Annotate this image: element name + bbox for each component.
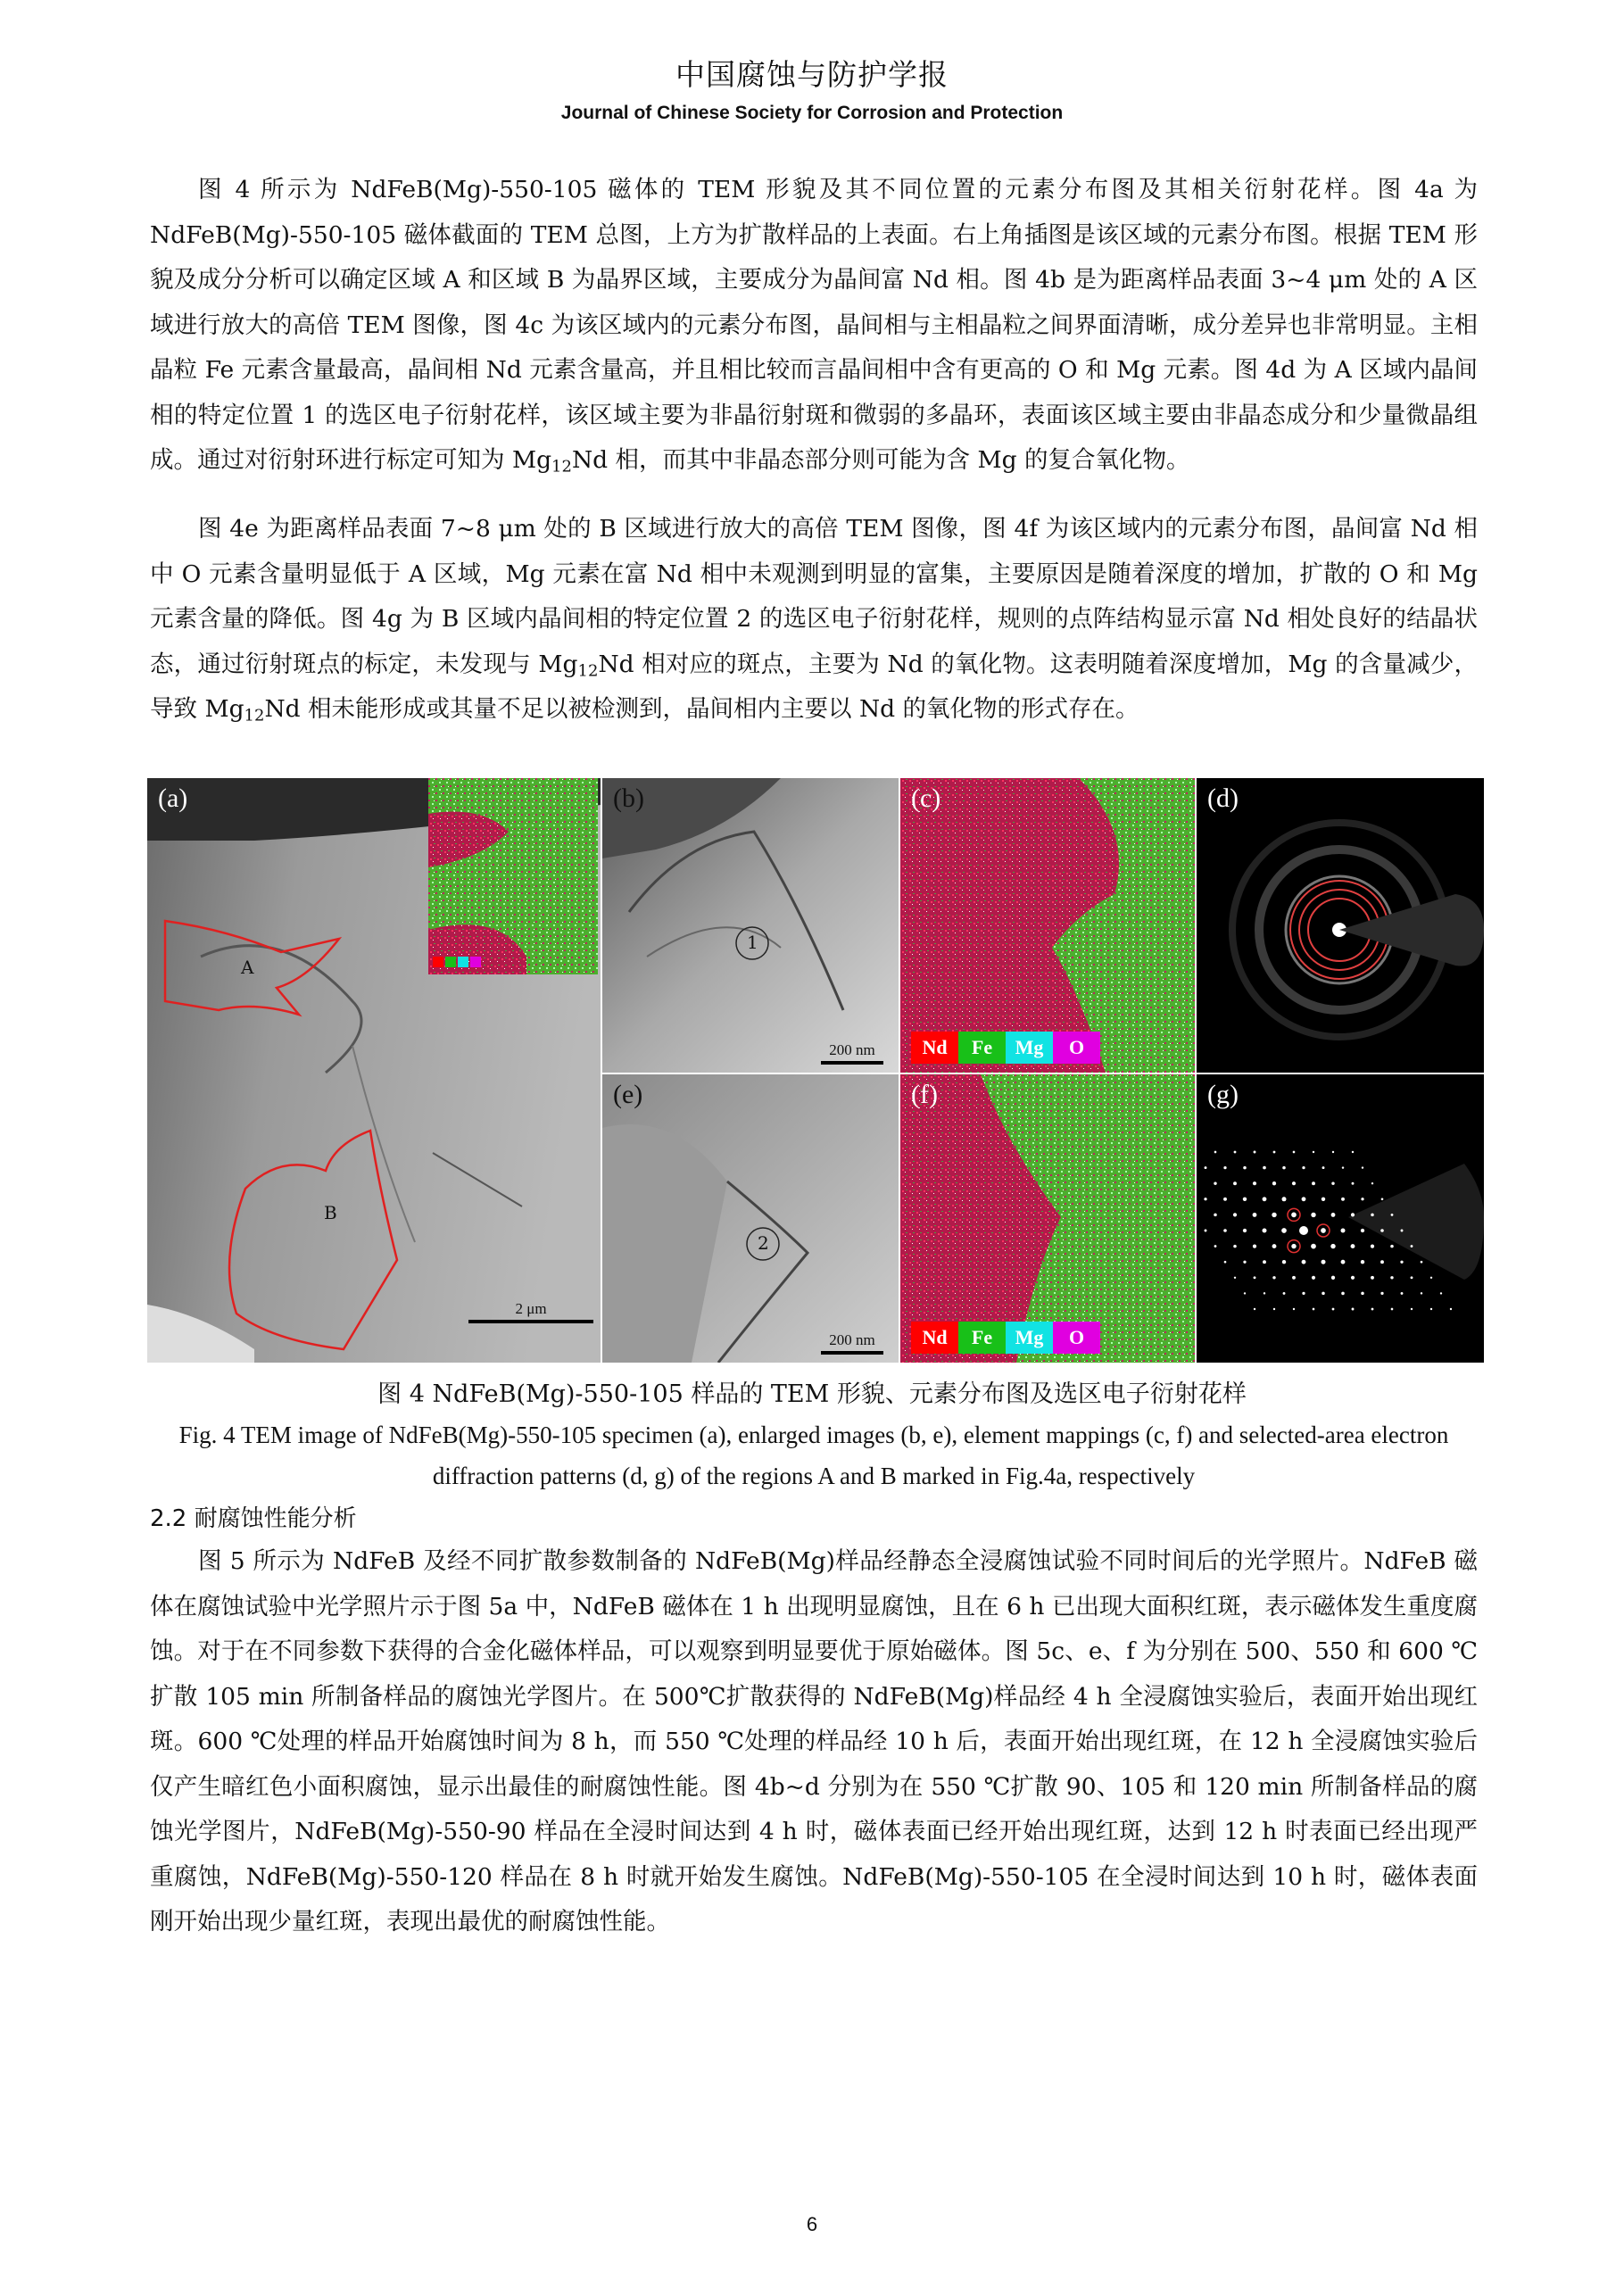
diffraction-spot [1381,1198,1384,1200]
diffraction-spot [1292,1181,1296,1185]
diffraction-spot [1401,1292,1404,1295]
diffraction-spot [1223,1229,1227,1232]
diffraction-spot [1291,1213,1297,1218]
figure-caption-en: Fig. 4 TEM image of NdFeB(Mg)-550-105 specimen (a), enlarged images (b, e), element mappings (c, f) and selected-area electron diffraction patterns (d, g) of the regions A and B marked in Fig.4a, respectively [178,1422,1449,1489]
diffraction-spot [1450,1308,1452,1310]
diffraction-spot [1272,1244,1277,1248]
diffraction-spot [1253,1213,1257,1217]
page-number: 6 [806,2213,818,2235]
panel-b-label: (b) [613,783,644,813]
diffraction-spot [1233,1181,1237,1185]
journal-title-cn: 中国腐蚀与防护学报 [675,57,949,92]
panel-b-tem-region-a [602,778,899,1073]
diffraction-spot [1380,1229,1384,1232]
diffraction-spot [1352,1182,1355,1185]
diffraction-spot [1254,1308,1255,1310]
diffraction-spot [1361,1198,1363,1200]
panel-g-saed-b [1197,1074,1484,1363]
diffraction-spot [1332,1308,1335,1311]
diffraction-spot [1331,1181,1334,1184]
panel-a-tem-overview [147,778,601,1363]
diffraction-spot [1401,1230,1404,1232]
diffraction-spot [1302,1292,1305,1295]
diffraction-spot [1311,1213,1315,1217]
diffraction-spot [1341,1198,1345,1201]
diffraction-spot [1341,1229,1346,1233]
diffraction-spot [1282,1166,1286,1170]
panel-d-label: (d) [1207,783,1239,813]
diffraction-spot [1264,1292,1265,1294]
diffraction-spot [1361,1292,1364,1296]
diffraction-spot [1283,1292,1286,1295]
diffraction-spot [1430,1308,1432,1310]
section-heading: 2.2 耐腐蚀性能分析 [150,1505,357,1532]
diffraction-spot [1440,1292,1442,1294]
diffraction-spot [1371,1245,1374,1248]
diffraction-spot [1243,1166,1247,1170]
diffraction-spot [1233,1245,1237,1248]
diffraction-spot [1253,1245,1256,1248]
panel-f-element-map-b [900,1074,1195,1363]
diffraction-spot [1391,1214,1394,1216]
diffraction-spot [1263,1166,1266,1170]
diffraction-spot [1272,1213,1276,1217]
diffraction-spot [1322,1166,1325,1169]
figure-caption-cn: 图 4 NdFeB(Mg)-550-105 样品的 TEM 形貌、元素分布图及选区电子衍射花样 [377,1380,1247,1408]
legend-o: O [1053,1032,1100,1064]
legend-nd: Nd [911,1322,958,1354]
diffraction-spot [1361,1229,1364,1232]
diffraction-spot [1234,1277,1236,1279]
diffraction-spot [1312,1181,1315,1185]
diffraction-spot [1411,1308,1413,1310]
diffraction-spot [1243,1261,1246,1264]
diffraction-spot [1371,1276,1374,1280]
scalebar-2um: 2 μm [468,1300,593,1323]
diffraction-spot [1282,1260,1286,1264]
diffraction-spot [1214,1181,1216,1184]
diffraction-spot [1371,1214,1374,1217]
legend-mg: Mg [1006,1322,1053,1354]
figure-4 [147,778,1484,1363]
scalebar-200nm-b: 200 nm [821,1041,883,1065]
region-a-marker: A [241,957,254,978]
legend-fe: Fe [958,1032,1006,1064]
diffraction-spot [1281,1228,1287,1233]
scalebar-200nm-e: 200 nm [821,1331,883,1355]
diffraction-spot [1391,1308,1394,1311]
diffraction-spot [1263,1260,1266,1264]
diffraction-spot [1351,1276,1355,1280]
position-2-marker: 2 [758,1232,769,1254]
diffraction-spot [1421,1292,1422,1294]
diffraction-spot [1430,1277,1432,1279]
diffraction-spot [1224,1261,1227,1264]
diffraction-spot [1351,1213,1355,1216]
position-1-marker: 1 [747,932,758,953]
diffraction-spot [1390,1276,1393,1279]
panel-e-label: (e) [613,1080,643,1109]
diffraction-spot [1330,1244,1335,1248]
diffraction-spot [1342,1166,1344,1168]
diffraction-spot [1205,1166,1207,1169]
diffraction-spot [1223,1198,1227,1201]
diffraction-spot [1421,1261,1423,1264]
diffraction-spot [1352,1151,1354,1153]
diffraction-spot [1331,1213,1336,1217]
journal-title-en: Journal of Chinese Society for Corrosion and Protection [560,103,1064,123]
diffraction-spot [1361,1260,1364,1264]
diffraction-spot [1313,1308,1315,1311]
diffraction-spot [1331,1276,1335,1280]
diffraction-spot [1322,1260,1326,1264]
diffraction-spot [1244,1292,1246,1294]
diffraction-spot [1243,1198,1247,1201]
diffraction-spot [1322,1198,1325,1201]
diffraction-spot [1341,1260,1346,1264]
panel-d-saed-a [1197,778,1484,1073]
diffraction-spot [1302,1197,1306,1201]
diffraction-spot [1291,1244,1296,1248]
diffraction-spot [1282,1197,1287,1201]
panel-e-tem-region-b [602,1074,899,1363]
diffraction-spot [1299,1226,1308,1235]
diffraction-spot [1411,1276,1413,1279]
diffraction-spot [1205,1230,1207,1232]
diffraction-spot [1352,1308,1355,1311]
element-legend-f [911,1322,1100,1354]
panel-c-element-map-a [900,778,1195,1073]
diffraction-spot [1273,1151,1276,1154]
legend-nd: Nd [911,1032,958,1064]
diffraction-spot [1311,1244,1316,1249]
diffraction-spot [1234,1151,1237,1154]
diffraction-spot [1390,1245,1394,1248]
diffraction-spot [1263,1197,1267,1201]
panel-c-label: (c) [911,783,941,813]
diffraction-spot [1292,1276,1296,1280]
diffraction-spot [1293,1151,1296,1154]
diffraction-spot [1214,1214,1217,1217]
paragraph-1: 图 4 所示为 NdFeB(Mg)-550-105 磁体的 TEM 形貌及其不同位置的元素分布图及其相关衍射花样。图 4a 为 NdFeB(Mg)-550-105 磁体截面的 TEM 总图，上方为扩散样品的上表面。右上角插图是该区域的元素分布图。根据 TEM 形貌及成分分析可以确定区域 A 和区域 B 为晶界区域，主要成分为晶间富 Nd 相。图 4b 是为距离样品表面 3~4 μm 处的 A 区域进行放大的高倍 TEM 图像，图 4c 为该区域内的元素分布图，晶间相与主相晶粒之间界面清晰，成分差异也非常明显。主相晶粒 Fe 元素含量最高，晶间相 Nd 元素含量高，并且相比较而言晶间相中含有更高的 O 和 Mg 元素。图 4d 为 A 区域内晶间相的特定位置 1 的选区电子衍射花样，该区域主要为非晶衍射斑和微弱的多晶环，表面该区域主要由非晶态成分和少量微晶组成。通过对衍射环进行标定可知为 $Mg_{12}Nd$ 相，而其中非晶态部分则可能为含 Mg 的复合氧化物。 [150,176,1478,477]
region-b-marker: B [324,1202,337,1223]
diffraction-spot [1332,1151,1334,1153]
diffraction-spot [1204,1198,1206,1200]
panel-g-label: (g) [1207,1080,1239,1109]
diffraction-spot [1411,1245,1413,1247]
diffraction-spot [1233,1213,1237,1216]
diffraction-spot [1214,1245,1217,1247]
paragraph-3: 图 5 所示为 NdFeB 及经不同扩散参数制备的 NdFeB(Mg)样品经静态全浸腐蚀试验不同时间后的光学照片。NdFeB 磁体在腐蚀试验中光学照片示于图 5a 中，NdFeB 磁体在 1 h 出现明显腐蚀，且在 6 h 已出现大面积红斑，表示磁体发生重度腐蚀。对于在不同参数下获得的合金化磁体样品，可以观察到明显要优于原始磁体。图 5c、e、f 为分别在 500、550 和 600 ℃扩散 105 min 所制备样品的腐蚀光学图片。在 500℃扩散获得的 NdFeB(Mg)样品经 4 h 全浸腐蚀实验后，表面开始出现红斑。600 ℃处理的样品开始腐蚀时间为 8 h，而 550 ℃处理的样品经 10 h 后，表面开始出现红斑，在 12 h 全浸腐蚀实验后仅产生暗红色小面积腐蚀，显示出最佳的耐腐蚀性能。图 4b~d 分别为在 550 ℃扩散 90、105 和 120 min 所制备样品的腐蚀光学图片，NdFeB(Mg)-550-90 样品在全浸时间达到 4 h 时，磁体表面已经开始出现红斑，达到 12 h 时表面已经出现严重腐蚀，NdFeB(Mg)-550-120 样品在 8 h 时就开始发生腐蚀。NdFeB(Mg)-550-105 在全浸时间达到 10 h 时，磁体表面刚开始出现少量红斑，表现出最优的耐腐蚀性能。 [150,1547,1478,1935]
diffraction-spot [1254,1276,1256,1279]
diffraction-spot [1380,1292,1383,1295]
paragraph-2: 图 4e 为距离样品表面 7~8 μm 处的 B 区域进行放大的高倍 TEM 图像，图 4f 为该区域内的元素分布图，晶间富 Nd 相中 O 元素含量明显低于 A 区域，Mg 元素在富 Nd 相中未观测到明显的富集，主要原因是随着深度的增加，扩散的 O 和 Mg 元素含量的降低。图 4g 为 B 区域内晶间相的特定位置 2 的选区电子衍射花样，规则的点阵结构显示富 Nd 相处良好的结晶状态，通过衍射斑点的标定，未发现与 $Mg_{12}Nd$ 相对应的斑点，主要为 Nd 的氧化物。这表明随着深度增加，Mg 的含量减少，导致 $Mg_{12}Nd$ 相未能形成或其量不足以被检测到，晶间相内主要以 Nd 的氧化物的形式存在。 [150,515,1478,725]
legend-fe: Fe [958,1322,1006,1354]
diffraction-spot [1273,1308,1275,1310]
diffraction-spot [1272,1181,1276,1185]
diffraction-spot [1272,1276,1275,1279]
panel-a-label: (a) [158,783,188,813]
diffraction-spot [1263,1229,1267,1233]
diffraction-spot [1341,1292,1345,1296]
diffraction-spot [1302,1166,1305,1169]
diffraction-spot [1371,1308,1374,1311]
diffraction-spot [1254,1151,1256,1154]
diffraction-spot [1380,1260,1384,1264]
diffraction-spot [1321,1228,1326,1233]
diffraction-spot [1400,1261,1403,1264]
diffraction-spot [1313,1151,1314,1153]
diffraction-spot [1253,1181,1256,1185]
diffraction-spot [1322,1292,1325,1296]
diffraction-spot [1214,1151,1217,1154]
panel-f-label: (f) [911,1080,938,1109]
diffraction-spot [1371,1182,1373,1184]
diffraction-spot [1293,1308,1295,1310]
diffraction-spot [1312,1276,1315,1280]
legend-o: O [1053,1322,1100,1354]
element-legend-c [911,1032,1100,1064]
diffraction-spot [1302,1260,1306,1264]
diffraction-spot [1243,1229,1247,1232]
diffraction-spot [1362,1166,1363,1168]
diffraction-spot [1223,1166,1226,1169]
diffraction-spot [1351,1244,1355,1248]
inset-element-map [428,778,598,974]
legend-mg: Mg [1006,1032,1053,1064]
